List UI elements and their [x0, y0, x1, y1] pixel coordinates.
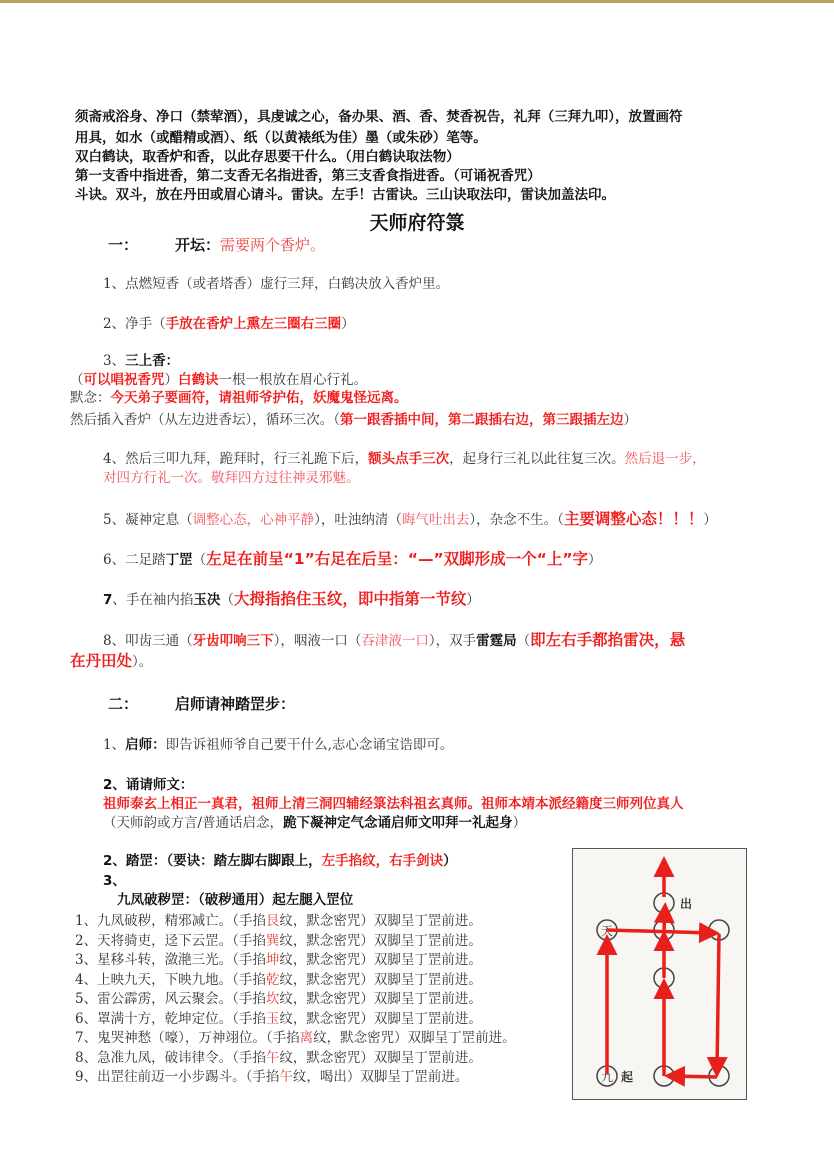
highlighted-text: 3、 [103, 873, 126, 889]
text-segment: 4、上映九天，下映九地。（手掐 [75, 971, 266, 988]
text-line [103, 631, 685, 650]
highlighted-text: 坎 [265, 991, 280, 1007]
highlighted-text: 跪下凝神定气念诵启师文叩拜一礼起身 [283, 815, 513, 831]
highlighted-text: 九凤破秽罡：（破秽通用）起左腿入罡位 [117, 892, 354, 908]
highlighted-text: 左足在前呈“1”右足在后呈：“—”双脚形成一个“上”字 [206, 550, 589, 568]
text-line [75, 1010, 482, 1028]
text-segment: ） [512, 815, 527, 831]
step-diagram-svg [573, 849, 746, 1099]
text-segment: 8、叩齿三通（ [103, 633, 193, 649]
highlighted-text: 今天弟子要画符，请祖师爷护佑，妖魔鬼怪远离。 [110, 390, 408, 406]
text-line [103, 315, 355, 333]
text-line [108, 695, 138, 713]
text-segment: ）。 [132, 654, 153, 670]
highlighted-text: 巽 [265, 932, 280, 949]
text-segment: （ [192, 552, 207, 568]
text-line [70, 389, 408, 407]
text-line [103, 510, 717, 529]
top-rule [0, 0, 834, 3]
text-segment: 7、鬼哭神愁（嚎），万神翊位。（手掐 [75, 1030, 300, 1046]
text-line [103, 450, 706, 468]
text-line [103, 872, 126, 890]
text-segment: 3、星移斗转，潋滟三光。（手掐 [75, 952, 266, 968]
highlighted-text: 双白鹤诀，取香炉和香，以此存思要干什么。（用白鹤诀取法物） [75, 149, 460, 165]
text-segment: 9、出罡往前迈一小步踢斗。（手掐 [75, 1069, 280, 1085]
highlighted-text: ） [443, 853, 457, 869]
text-line [103, 776, 193, 794]
exit-label: 出 [680, 897, 693, 911]
highlighted-text: 吞津液一口 [361, 633, 429, 649]
highlighted-text: 离 [299, 1030, 314, 1046]
text-segment: 1、点燃短香（或者塔香）虚行三拜，白鹤决放入香炉里。 [103, 276, 450, 292]
highlighted-text: 玉 [265, 1010, 280, 1027]
text-segment: 纹，默念密咒）双脚呈丁罡前进。 [313, 1030, 516, 1046]
text-line [103, 852, 457, 870]
text-segment: 2、天将骑吏，迳下云罡。（手掐 [75, 932, 266, 949]
highlighted-text: 启师请神踏罡步： [175, 695, 296, 713]
highlighted-text: 白鹤诀 [178, 372, 219, 388]
highlighted-text: 艮 [265, 913, 280, 929]
text-segment: ），杂念不生。（ [469, 512, 564, 528]
text-segment: 纹，默念密咒）双脚呈丁罡前进。 [279, 1010, 482, 1027]
text-line [103, 736, 453, 754]
highlighted-text: 启师： [125, 737, 166, 753]
text-segment: 默念： [70, 390, 111, 406]
text-line [117, 891, 353, 909]
text-segment: 4、然后三叩九拜，跪拜时，行三礼跪下后， [103, 451, 369, 467]
text-line [103, 814, 526, 832]
text-line [75, 167, 541, 185]
text-segment: （ [516, 633, 531, 649]
arrow-2 [607, 930, 713, 933]
text-line [175, 695, 295, 713]
arrow-4 [671, 1076, 717, 1077]
text-line [70, 652, 152, 671]
text-line [175, 236, 325, 254]
highlighted-text: 用具，如水（或醋精或酒）、纸（以黄裱纸为佳）墨（或朱砂）笔等。 [75, 130, 487, 146]
text-segment: 然后插入香炉（从左边进香坛），循环三次。（ [70, 412, 340, 428]
text-segment: 即告诉祖师爷自己要干什么,志心念诵宝诰即可。 [165, 737, 454, 753]
text-line [103, 795, 684, 813]
text-line [103, 550, 602, 569]
text-segment: 纹，默念密咒）双脚呈丁罡前进。 [279, 991, 482, 1007]
highlighted-text: 须斋戒浴身、净口（禁荤酒），具虔诚之心，备办果、酒、香、焚香祝告，礼拜（三拜九叩），放置画符 [75, 109, 683, 125]
text-line [75, 148, 460, 166]
start-label: 起 [621, 1070, 634, 1084]
text-segment: ） [341, 316, 355, 332]
text-line [70, 371, 367, 389]
highlighted-text: 2、踏罡：（要诀：踏左脚右脚跟上， [103, 853, 322, 869]
text-segment: 、手在袖内掐 [112, 592, 194, 608]
text-line [75, 1068, 468, 1086]
text-segment: ，起身行三礼以此往复三次。 [449, 451, 625, 467]
highlighted-text: 午 [279, 1069, 293, 1085]
text-line [103, 275, 449, 293]
text-segment: ），双手 [428, 633, 477, 649]
highlighted-text: 开坛： [175, 236, 221, 254]
text-segment: ） [588, 552, 602, 568]
arrow-7 [664, 909, 665, 930]
text-segment: 纹，默念密咒）双脚呈丁罡前进。 [279, 932, 482, 949]
highlighted-text: 三上香： [125, 353, 180, 369]
highlighted-text: 可以唱祝香咒 [83, 372, 165, 388]
text-segment: 纹，默念密咒）双脚呈丁罡前进。 [279, 952, 482, 968]
text-segment: 1、九凤破秽，精邪减亡。（手掐 [75, 913, 266, 929]
highlighted-text: 玉决 [193, 592, 221, 608]
node-label-tian: 天 [601, 924, 614, 938]
text-segment: ），吐浊纳清（ [314, 512, 402, 528]
text-line [75, 951, 482, 969]
text-segment: 3、 [103, 353, 126, 369]
text-segment: 6、二足踏 [103, 552, 166, 568]
text-segment: （天师韵或方言/普通话启念， [103, 815, 284, 831]
highlighted-text: 雷霆局 [476, 633, 517, 649]
text-line [103, 352, 179, 370]
highlighted-text: 第一跟香插中间，第二跟插右边，第三跟插左边 [340, 412, 624, 428]
highlighted-text: 然后退一步， [624, 451, 706, 467]
text-segment: （ [70, 372, 84, 388]
highlighted-text: 祖师泰玄上相正一真君，祖师上清三洞四辅经箓法科祖玄真师。祖师本靖本派经籍度三师列位真人 [103, 796, 684, 812]
highlighted-text: 晦气吐出去 [401, 512, 470, 528]
highlighted-text: 大拇指掐住玉纹，即中指第一节纹 [233, 590, 467, 608]
highlighted-text: 对四方行礼一次。敬拜四方过往神灵邪魅。 [103, 470, 360, 486]
step-diagram [572, 848, 747, 1100]
highlighted-text: 额头点手三次 [368, 451, 450, 467]
highlighted-text: 第一支香中指进香，第二支香无名指进香，第三支香食指进香。（可诵祝香咒） [75, 168, 541, 184]
text-line [75, 990, 482, 1008]
text-segment: 2、净手（ [103, 316, 166, 332]
highlighted-text: 主要调整心态！！！ [563, 510, 704, 528]
text-line [75, 129, 487, 147]
highlighted-text: 牙齿叩响三下 [192, 633, 274, 649]
document-title: 天师府符箓 [369, 212, 465, 234]
text-line [103, 590, 480, 609]
text-segment: 5、雷公霹雳，风云聚会。（手掐 [75, 991, 266, 1007]
text-segment: 纹，喝出）双脚呈丁罡前进。 [292, 1069, 469, 1085]
text-line [75, 932, 482, 950]
text-segment: ），咽液一口（ [273, 633, 362, 649]
text-segment: 1、 [103, 737, 126, 753]
text-line [75, 912, 482, 930]
text-segment: ） [703, 512, 717, 528]
text-segment: ） [466, 592, 480, 608]
highlighted-text: 坤 [265, 952, 280, 968]
highlighted-text: 午 [265, 1049, 280, 1066]
highlighted-text: 即左右手都掐雷决，悬 [530, 631, 686, 649]
text-line [108, 236, 138, 254]
text-line [75, 1029, 516, 1047]
text-segment: 5、凝神定息（ [103, 512, 193, 528]
text-segment: 8、急准九凤，破讳律令。（手掐 [75, 1049, 266, 1066]
highlighted-text: 需要两个香炉。 [220, 236, 326, 254]
highlighted-text: 左手掐纹，右手剑诀 [321, 853, 444, 869]
highlighted-text: 乾 [265, 971, 280, 988]
diagram-arrows [607, 863, 719, 1077]
text-line [75, 186, 615, 204]
text-line [103, 469, 360, 487]
text-segment: 纹，默念密咒）双脚呈丁罡前进。 [279, 971, 482, 988]
text-line [75, 1049, 482, 1067]
text-segment: ） [164, 372, 178, 388]
node-label-jiu: 九 [601, 1070, 614, 1084]
text-line [75, 108, 683, 126]
text-segment: ） [623, 412, 637, 428]
highlighted-text: 调整心态，心神平静 [192, 512, 315, 528]
highlighted-text: 手放在香炉上熏左三圈右三圈 [165, 316, 342, 332]
text-segment: 纹，默念密咒）双脚呈丁罡前进。 [279, 913, 482, 929]
text-line [75, 971, 482, 989]
text-segment: 纹，默念密咒）双脚呈丁罡前进。 [279, 1049, 482, 1066]
highlighted-text: 2、诵请师文： [103, 777, 194, 793]
text-line [70, 411, 637, 429]
highlighted-text: 7 [103, 592, 113, 608]
highlighted-text: 二： [108, 695, 139, 713]
text-segment: 6、罩满十方，乾坤定位。（手掐 [75, 1010, 266, 1027]
text-segment: 一根一根放在眉心行礼。 [218, 372, 367, 388]
highlighted-text: 丁罡 [165, 552, 193, 568]
highlighted-text: 在丹田处 [70, 652, 133, 670]
text-segment: （ [220, 592, 234, 608]
highlighted-text: 一： [108, 236, 139, 254]
arrow-3 [717, 934, 719, 1071]
highlighted-text: 斗诀。双斗，放在丹田或眉心请斗。雷诀。左手！古雷诀。三山诀取法印，雷诀加盖法印。 [75, 187, 615, 203]
